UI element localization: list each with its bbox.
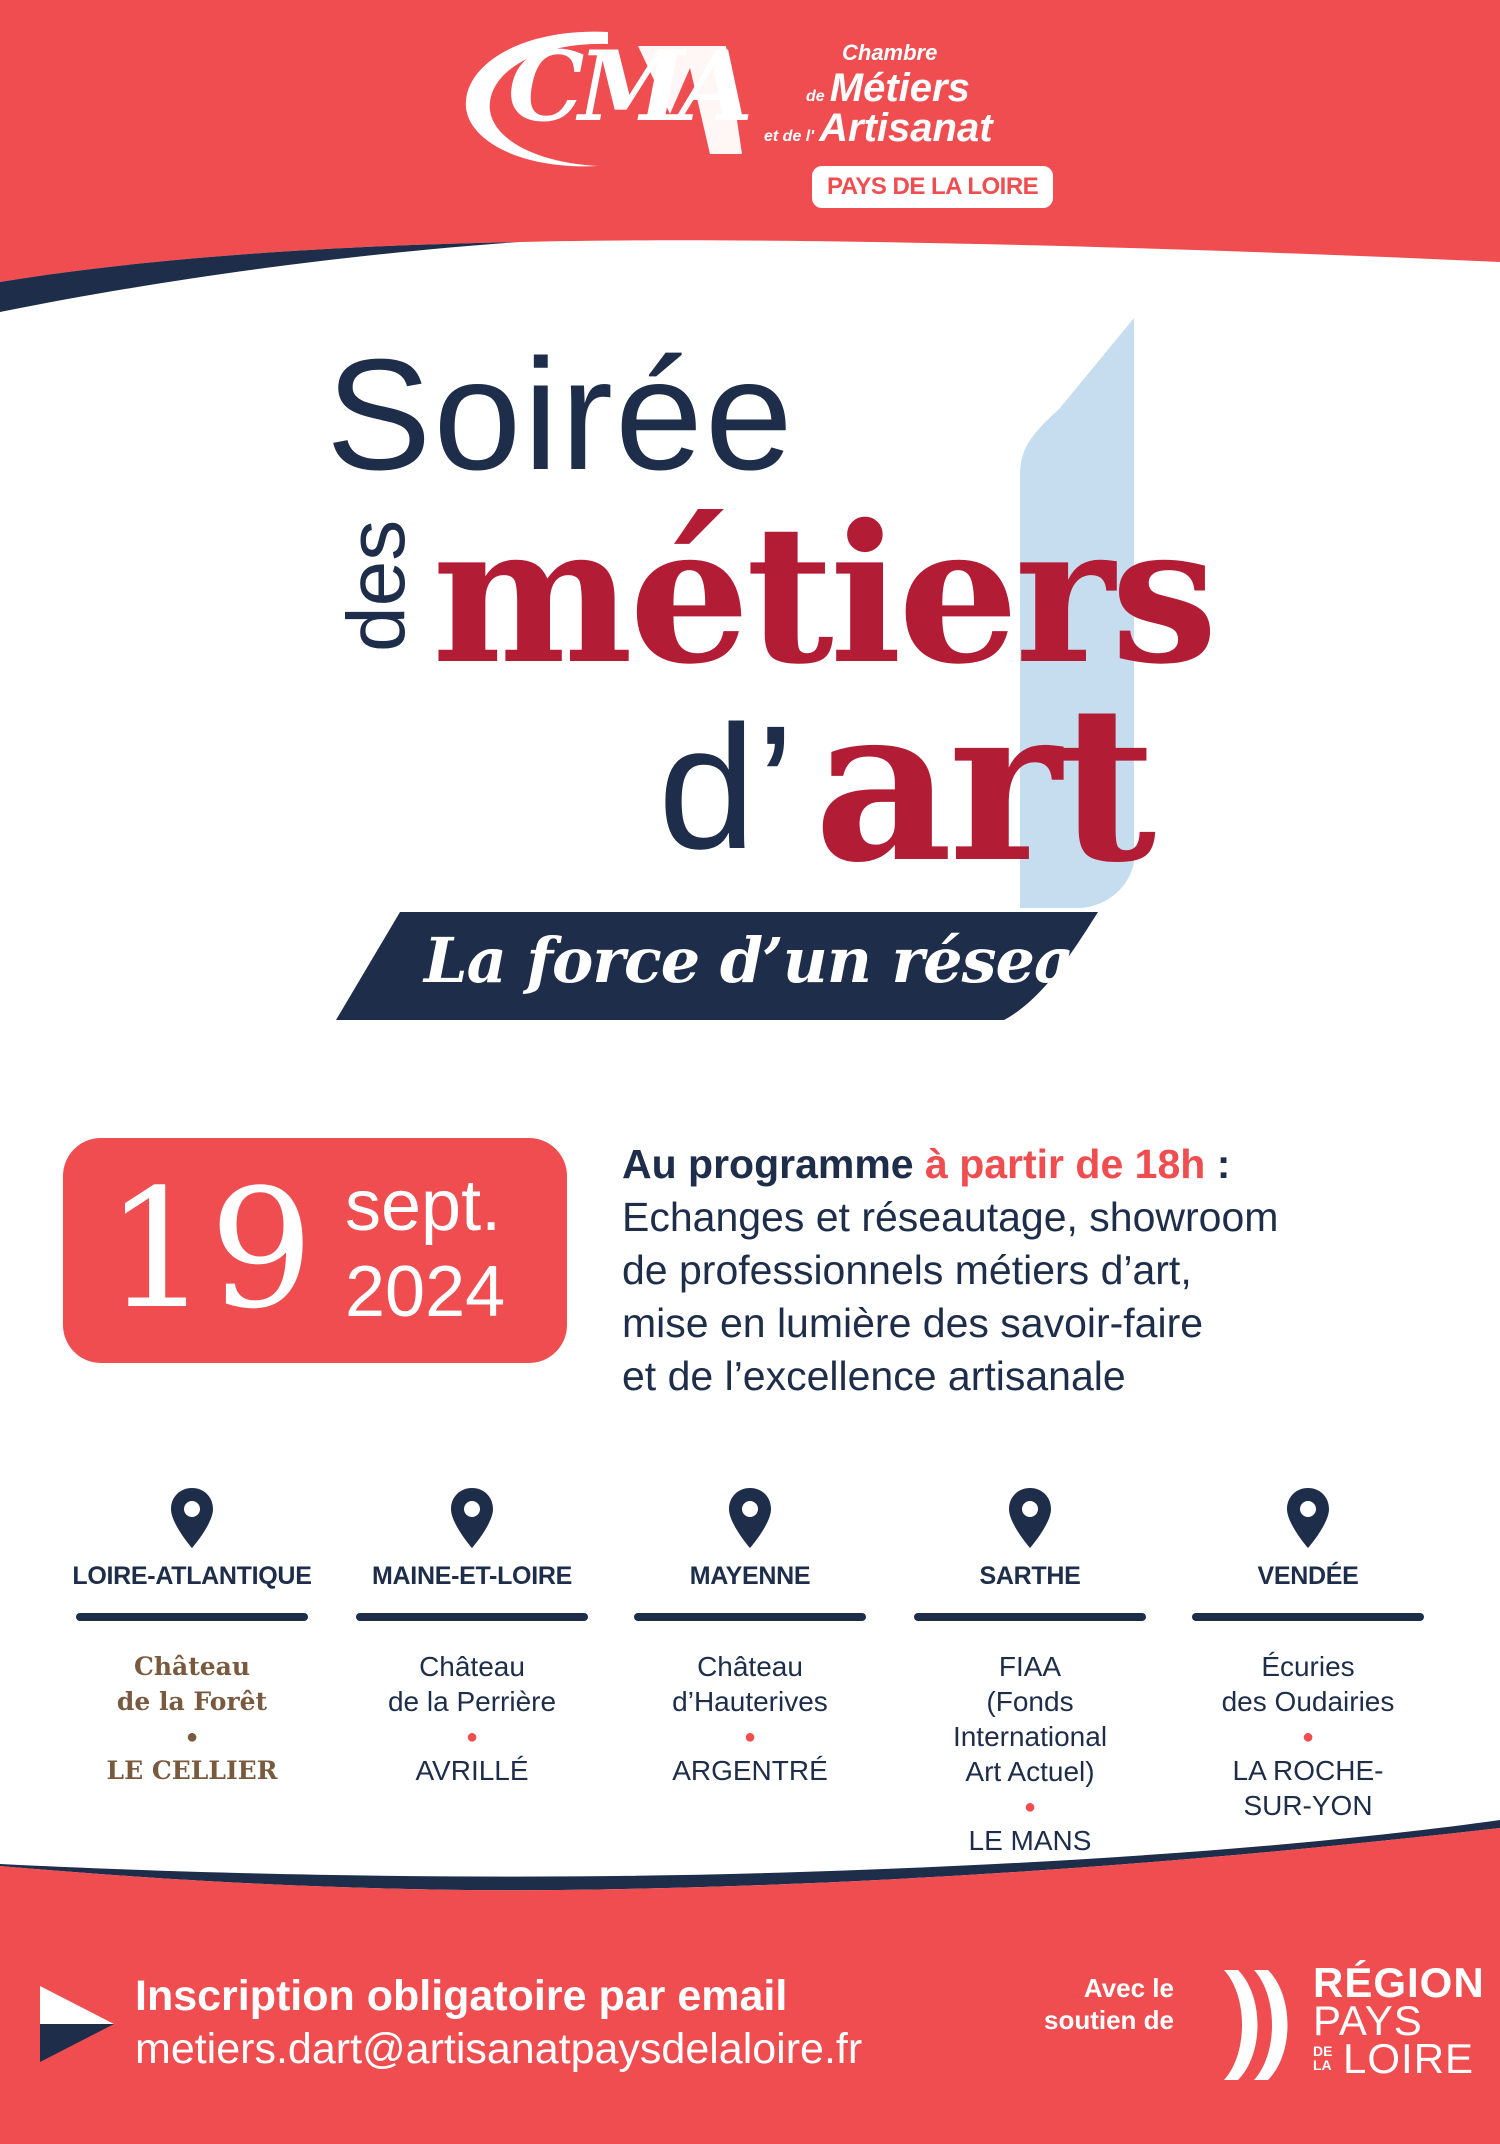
program-line: Echanges et réseautage, showroom: [622, 1194, 1279, 1240]
location-department: MAINE-ET-LOIRE: [372, 1562, 572, 1590]
tagline: La force d’un réseau: [424, 924, 1118, 997]
location-city: LE CELLIER: [106, 1756, 278, 1785]
region-line-3: [1313, 2034, 1485, 2082]
location-pin-icon: [448, 1486, 496, 1550]
date-year: 2024: [345, 1252, 506, 1332]
location-divider: [634, 1613, 866, 1621]
location-divider: [76, 1613, 308, 1621]
location-venue: FIAA (Fonds International Art Actuel): [952, 1651, 1108, 1787]
registration-block: [135, 1970, 862, 2076]
arrow-logo-icon: [36, 1982, 118, 2066]
title-des: des: [331, 519, 422, 652]
location-divider: [356, 1613, 588, 1621]
org-line-3-prefix: et de l': [764, 128, 815, 145]
program-line: de professionnels métiers d’art,: [622, 1247, 1192, 1293]
location-pin-icon: [1006, 1486, 1054, 1550]
location-city: LE MANS: [968, 1825, 1092, 1856]
region-loire: LOIRE: [1343, 2034, 1475, 2082]
program-heading-label: Au programme: [622, 1141, 914, 1187]
location-maine-et-loire: [347, 1486, 597, 1788]
org-line-1: Chambre: [842, 40, 938, 65]
location-divider: [914, 1613, 1146, 1621]
registration-email[interactable]: metiers.dart@artisanatpaysdelaloire.fr: [135, 2025, 863, 2073]
org-line-2-prefix: de: [806, 88, 825, 105]
program-time: à partir de 18h: [925, 1141, 1206, 1187]
location-city: ARGENTRÉ: [672, 1755, 828, 1786]
location-sarthe: [905, 1486, 1155, 1858]
location-separator-dot: ●: [743, 1726, 757, 1748]
header-band: [0, 0, 1500, 282]
location-department: LOIRE-ATLANTIQUE: [72, 1562, 312, 1590]
date-month: sept.: [345, 1166, 502, 1246]
location-separator-dot: ●: [1301, 1726, 1315, 1748]
location-department: VENDÉE: [1257, 1562, 1359, 1590]
location-pin-icon: [1284, 1486, 1332, 1550]
title-d: d’: [658, 690, 795, 886]
location-mayenne: [625, 1486, 875, 1788]
location-department: SARTHE: [979, 1562, 1081, 1590]
location-venue: Château de la Forêt: [116, 1652, 268, 1716]
program-block: [622, 1138, 1462, 1403]
org-line-3-main: Artisanat: [819, 106, 993, 150]
region-line-1: RÉGION: [1313, 1959, 1485, 2006]
location-city: LA ROCHE- SUR-YON: [1232, 1755, 1384, 1821]
title-soiree: Soirée: [326, 327, 795, 503]
org-line-2-main: Métiers: [829, 66, 970, 110]
location-separator-dot: ●: [185, 1726, 199, 1748]
region-line-2: PAYS: [1313, 1996, 1423, 2044]
location-venue: Écuries des Oudairies: [1221, 1651, 1395, 1717]
location-pin-icon: [726, 1486, 774, 1550]
location-divider: [1192, 1613, 1424, 1621]
location-pin-icon: [168, 1486, 216, 1550]
date-day: 19: [105, 1154, 314, 1345]
program-heading: [622, 1138, 1462, 1191]
location-city: AVRILLÉ: [415, 1755, 529, 1786]
region-badge: PAYS DE LA LOIRE: [812, 166, 1053, 208]
location-venue: Château de la Perrière: [387, 1651, 557, 1717]
region-de-la: DE LA: [1313, 2043, 1333, 2074]
program-line: mise en lumière des savoir-faire: [622, 1300, 1204, 1346]
region-logo-text: [1313, 1959, 1485, 2082]
title-art: art: [814, 659, 1153, 910]
location-separator-dot: ●: [465, 1726, 479, 1748]
registration-heading: Inscription obligatoire par email: [135, 1972, 788, 2020]
title-metiers: métiers: [432, 483, 1214, 706]
program-line: et de l’excellence artisanale: [622, 1353, 1126, 1399]
location-vendee: [1183, 1486, 1433, 1823]
support-label: Avec le soutien de: [1043, 1973, 1174, 2035]
org-line-3: [764, 106, 993, 151]
location-separator-dot: ●: [1023, 1796, 1037, 1818]
location-department: MAYENNE: [689, 1562, 811, 1590]
region-parenthesis-icon: [1218, 1966, 1302, 2084]
program-heading-suffix: :: [1205, 1141, 1231, 1187]
date-box: [63, 1138, 567, 1363]
location-loire-atlantique: [67, 1486, 317, 1788]
cma-logo-text: CMA: [508, 30, 748, 143]
org-line-2: [806, 66, 970, 111]
location-venue: Château d’Hauterives: [672, 1651, 828, 1717]
